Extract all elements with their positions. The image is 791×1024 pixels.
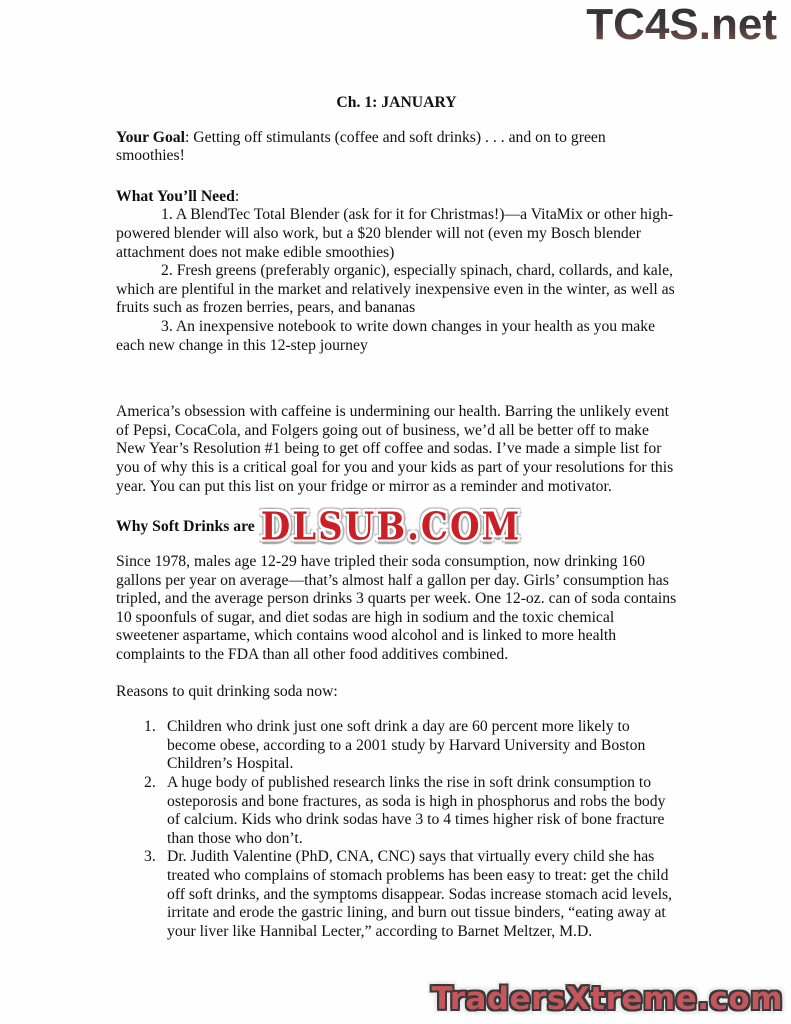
- need-item-2: 2. Fresh greens (preferably organic), especially spinach, chard, collards, and kale, which are plentiful in the market and relatively inexpensive even in the winter, as well as fruits such as frozen berries, pears, and bananas: [116, 262, 675, 317]
- soda-stats-paragraph: Since 1978, males age 12-29 have tripled their soda consumption, now drinking 160 gallons per year on average—that’s almost half a gallon per day. Girls’ consumption has tripled, and the average person drinks 3 quarts per week. One 12-oz. can of soda contains 10 spoonfuls of sugar, and diet sodas are high in sodium and the toxic chemical sweetener aspartame, which contains wood alcohol and is linked to more health complaints to the FDA than all other food additives combined.: [116, 553, 677, 664]
- reason-item-1: [144, 718, 677, 774]
- reason-number: 1.: [144, 718, 156, 736]
- why-soft-drinks-label: Why Soft Drinks are: [116, 517, 255, 535]
- intro-paragraph: America’s obsession with caffeine is undermining our health. Barring the unlikely event of Pepsi, CocaCola, and Folgers going out of business, we’d all be better off to make New Year’s Resolution #1 being to get off coffee and sodas. I’ve made a simple list for you of why this is a critical goal for you and your kids as part of your resolutions for this year. You can put this list on your fridge or mirror as a reminder and motivator.: [116, 403, 674, 495]
- goal-paragraph: [116, 129, 677, 166]
- tradersxtreme-watermark-logo: TradersXtreme.com: [431, 981, 783, 1017]
- what-you-need-label: What You’ll Need: [116, 187, 235, 205]
- reasons-list: [116, 718, 677, 941]
- reason-text: Children who drink just one soft drink a day are 60 percent more likely to become obese, according to a 2001 study by Harvard University and Boston Children’s Hospital.: [167, 718, 646, 773]
- what-you-need-section: [116, 188, 677, 355]
- reason-text: A huge body of published research links the rise in soft drink consumption to osteporosis and bone fractures, as soda is high in phosphorus and robs the body of calcium. Kids who drink sodas have 3 to 4 times higher risk of bone fracture than those who don’t.: [167, 774, 666, 847]
- goal-text: : Getting off stimulants (coffee and soft drinks) . . . and on to green smoothies!: [116, 128, 606, 165]
- what-you-need-heading: [116, 188, 677, 207]
- tc4s-watermark-logo: TC4S.net: [586, 0, 777, 49]
- reason-number: 2.: [144, 774, 156, 792]
- document-page: [116, 94, 677, 941]
- reason-number: 3.: [144, 848, 156, 866]
- reason-text: Dr. Judith Valentine (PhD, CNA, CNC) says that virtually every child she has treated who complains of stomach problems has been easy to treat: get the child off soft drinks, and the symptoms disappear. Sodas increase stomach acid levels, irritate and erode the gastric lining, and burn out tissue binders, “eating away at your liver like Hannibal Lecter,” according to Barnet Meltzer, M.D.: [167, 848, 673, 940]
- why-soft-drinks-heading-line: [116, 506, 677, 548]
- reason-item-2: [144, 774, 677, 848]
- what-you-need-colon: :: [234, 187, 240, 205]
- dlsub-watermark-logo: DLSUB.COM: [260, 504, 522, 550]
- need-item-1: 1. A BlendTec Total Blender (ask for it for Christmas!)—a VitaMix or other high-powered blender will also work, but a $20 blender will not (even my Bosch blender attachment does not make edible smoothies): [116, 206, 674, 261]
- reason-item-3: [144, 848, 677, 941]
- need-item-3: 3. An inexpensive notebook to write down changes in your health as you make each new change in this 12-step journey: [116, 317, 656, 354]
- chapter-title: Ch. 1: JANUARY: [336, 94, 457, 111]
- reasons-heading: Reasons to quit drinking soda now:: [116, 682, 338, 700]
- goal-label: Your Goal: [116, 128, 186, 146]
